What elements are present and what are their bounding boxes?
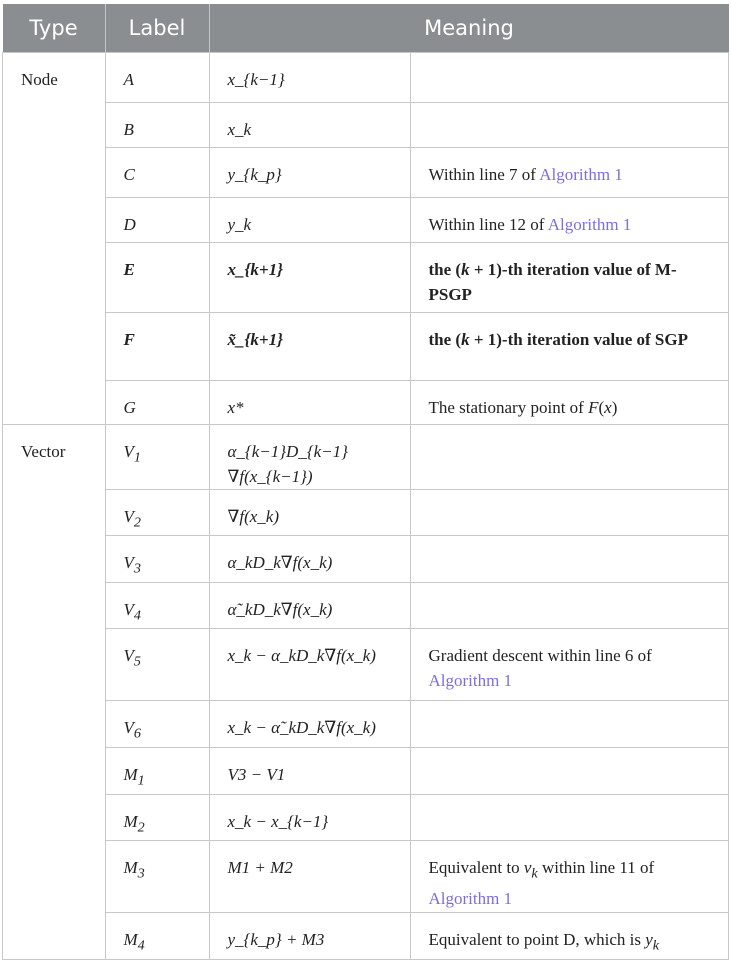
- table-row: [3, 381, 729, 425]
- table-row: [3, 103, 729, 148]
- label-cell: $M_2$: [105, 794, 209, 840]
- formula-cell: α̃_kD_k∇f(x_k): [209, 582, 410, 628]
- type-cell: Vector: [3, 425, 106, 960]
- label-cell: B: [105, 103, 209, 148]
- label-cell: $V_5$: [105, 629, 209, 701]
- formula-cell: M1 + M2: [209, 840, 410, 912]
- table-row: [3, 629, 729, 701]
- meaning-cell: [410, 243, 729, 313]
- algorithm-link[interactable]: Algorithm 1: [428, 889, 513, 909]
- table-row: [3, 794, 729, 840]
- algorithm-link[interactable]: Algorithm 1: [547, 215, 632, 234]
- formula-cell: x*: [209, 381, 410, 425]
- type-cell: Node: [3, 53, 106, 425]
- formula-cell: x_k − x_{k−1}: [209, 794, 410, 840]
- meaning-cell: [410, 701, 729, 747]
- label-cell: $M_3$: [105, 840, 209, 912]
- meaning-cell: [410, 536, 729, 582]
- meaning-cell: [410, 582, 729, 628]
- header-row: [3, 4, 729, 53]
- meaning-text: Within line 7 of: [428, 165, 540, 184]
- table-row: [3, 912, 729, 959]
- formula-cell: x_{k−1}: [209, 53, 410, 103]
- meaning-cell: [410, 840, 729, 912]
- meaning-cell: [410, 53, 729, 103]
- meaning-cell: [410, 381, 729, 425]
- algorithm-link[interactable]: Algorithm 1: [539, 165, 623, 184]
- meaning-cell: [410, 490, 729, 536]
- formula-cell: y_{k_p}: [209, 148, 410, 198]
- formula-cell: x_k − α_kD_k∇f(x_k): [209, 629, 410, 701]
- label-cell: $M_4$: [105, 912, 209, 959]
- label-cell: $V_1$: [105, 425, 209, 490]
- formula-cell: V3 − V1: [209, 747, 410, 794]
- meaning-text: the (k + 1)-th iteration value of M-PSGP: [428, 260, 677, 304]
- label-cell: $V_3$: [105, 536, 209, 582]
- label-cell: $V_4$: [105, 582, 209, 628]
- label-cell: F: [105, 313, 209, 381]
- formula-cell: x̃_{k+1}: [209, 313, 410, 381]
- header-label: Label: [105, 4, 209, 53]
- label-cell: D: [105, 198, 209, 243]
- table-row: [3, 701, 729, 747]
- table-row: [3, 840, 729, 912]
- label-cell: $V_6$: [105, 701, 209, 747]
- notation-table: [2, 4, 729, 960]
- label-cell: $V_2$: [105, 490, 209, 536]
- label-cell: C: [105, 148, 209, 198]
- meaning-cell: [410, 148, 729, 198]
- table-row: [3, 747, 729, 794]
- formula-cell: α_kD_k∇f(x_k): [209, 536, 410, 582]
- meaning-cell: [410, 629, 729, 701]
- table-row: [3, 53, 729, 103]
- formula-cell: x_{k+1}: [209, 243, 410, 313]
- formula-cell: α_{k−1}D_{k−1}∇f(x_{k−1}): [209, 425, 410, 490]
- table-row: [3, 582, 729, 628]
- meaning-text: Equivalent to point D, which is $y_k$: [428, 929, 660, 954]
- meaning-cell: [410, 313, 729, 381]
- table-row: [3, 313, 729, 381]
- meaning-cell: [410, 912, 729, 959]
- header-type: Type: [3, 4, 106, 53]
- table-row: [3, 425, 729, 490]
- meaning-cell: [410, 425, 729, 490]
- meaning-cell: [410, 794, 729, 840]
- table-row: [3, 198, 729, 243]
- label-cell: A: [105, 53, 209, 103]
- meaning-text: Within line 12 of: [428, 215, 548, 234]
- formula-cell: y_{k_p} + M3: [209, 912, 410, 959]
- header-meaning: Meaning: [209, 4, 729, 53]
- formula-cell: ∇f(x_k): [209, 490, 410, 536]
- formula-cell: x_k − α̃_kD_k∇f(x_k): [209, 701, 410, 747]
- meaning-text: the (k + 1)-th iteration value of SGP: [428, 330, 688, 349]
- meaning-text: Equivalent to $v_k$ within line 11 of: [428, 857, 655, 882]
- label-cell: E: [105, 243, 209, 313]
- formula-cell: x_k: [209, 103, 410, 148]
- formula-cell: y_k: [209, 198, 410, 243]
- table-row: [3, 148, 729, 198]
- meaning-text: Gradient descent within line 6 of: [428, 646, 652, 666]
- meaning-text: The stationary point of F(x): [428, 398, 618, 417]
- meaning-cell: [410, 747, 729, 794]
- label-cell: G: [105, 381, 209, 425]
- algorithm-link[interactable]: Algorithm 1: [428, 671, 513, 691]
- label-cell: $M_1$: [105, 747, 209, 794]
- meaning-cell: [410, 198, 729, 243]
- table-row: [3, 536, 729, 582]
- table-row: [3, 490, 729, 536]
- meaning-cell: [410, 103, 729, 148]
- table-row: [3, 243, 729, 313]
